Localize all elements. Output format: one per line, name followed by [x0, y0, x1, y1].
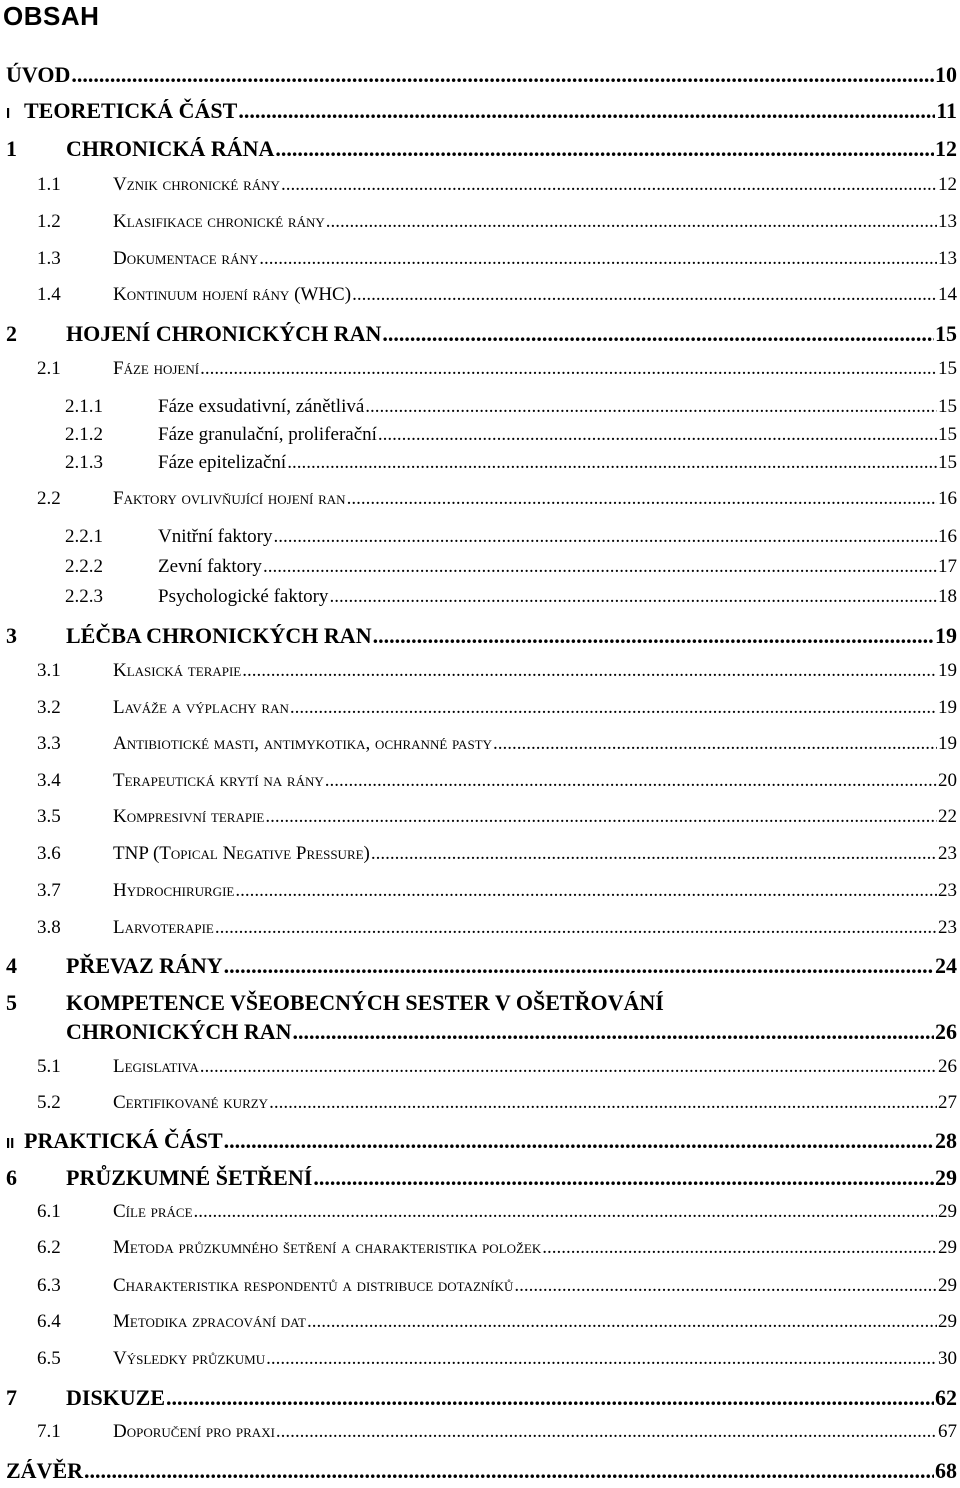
entry-number: 2.1.1	[65, 396, 103, 417]
entry-number: 1.3	[37, 248, 61, 269]
toc-entry[interactable]	[37, 488, 957, 518]
page-number: 10	[935, 62, 957, 87]
toc-entry[interactable]	[37, 1311, 957, 1341]
toc-entry[interactable]	[37, 174, 957, 204]
dot-leader	[281, 174, 937, 192]
entry-title: Zevní faktory	[158, 556, 262, 577]
entry-title: Terapeutická krytí na rány	[113, 770, 324, 791]
entry-number: 2.2.3	[65, 586, 103, 607]
page-number: 62	[935, 1385, 957, 1410]
toc-entry[interactable]	[37, 1348, 957, 1378]
entry-title: ÚVOD	[6, 62, 71, 87]
dot-leader	[290, 697, 937, 715]
entry-title: KOMPETENCE VŠEOBECNÝCH SESTER V OŠETŘOVÁNÍ	[66, 990, 664, 1015]
toc-entry[interactable]	[6, 623, 957, 653]
dot-leader	[382, 321, 934, 342]
entry-title: Fáze exsudativní, zánětlivá	[158, 396, 365, 417]
dot-leader	[347, 488, 937, 506]
page-number: 13	[938, 211, 957, 232]
toc-entry[interactable]	[37, 880, 957, 910]
entry-title: PŘEVAZ RÁNY	[66, 953, 223, 978]
entry-title: Doporučení pro praxi	[113, 1421, 275, 1442]
page-number: 19	[938, 660, 957, 681]
toc-entry[interactable]	[6, 98, 957, 128]
page-number: 12	[938, 174, 957, 195]
page-number: 15	[938, 396, 957, 417]
entry-number: 6.5	[37, 1348, 61, 1369]
entry-title: TNP (Topical Negative Pressure)	[113, 843, 370, 864]
toc-entry[interactable]	[37, 1056, 957, 1086]
page-number: 19	[935, 623, 957, 648]
dot-leader	[200, 1056, 937, 1074]
entry-title: CHRONICKÁ RÁNA	[66, 136, 275, 161]
entry-title: PRAKTICKÁ ČÁST	[24, 1128, 223, 1153]
entry-number: 6.3	[37, 1275, 61, 1296]
toc-entry[interactable]	[37, 248, 957, 278]
page-number: 22	[938, 806, 957, 827]
page-number: 23	[938, 843, 957, 864]
entry-title: Hydrochirurgie	[113, 880, 235, 901]
toc-entry[interactable]	[66, 1019, 957, 1049]
entry-title: Cíle práce	[113, 1201, 193, 1222]
toc-entry[interactable]	[37, 806, 957, 836]
entry-title: Výsledky průzkumu	[113, 1348, 266, 1369]
entry-number: 2	[6, 321, 17, 346]
toc-entry[interactable]	[6, 62, 957, 92]
entry-title: Fáze granulační, proliferační	[158, 424, 377, 445]
toc-entry[interactable]	[65, 556, 957, 586]
toc-entry[interactable]	[6, 1458, 957, 1488]
toc-entry[interactable]	[6, 990, 957, 1020]
page-number: 67	[938, 1421, 957, 1442]
page-number: 27	[938, 1092, 957, 1113]
toc-heading: OBSAH	[3, 1, 100, 31]
entry-title: Kompresivní terapie	[113, 806, 265, 827]
dot-leader	[313, 1165, 934, 1186]
page-number: 29	[935, 1165, 957, 1190]
entry-title: Laváže a výplachy ran	[113, 697, 289, 718]
page-number: 15	[938, 358, 957, 379]
dot-leader	[166, 1385, 934, 1406]
entry-number: 2.1	[37, 358, 61, 379]
page-number: 20	[938, 770, 957, 791]
dot-leader	[276, 1421, 937, 1439]
entry-title: Charakteristika respondentů a distribuce dotazníků	[113, 1275, 514, 1296]
dot-leader	[224, 1128, 934, 1149]
page-number: 15	[935, 321, 957, 346]
dot-leader	[259, 248, 937, 266]
dot-leader	[352, 284, 937, 302]
toc-entry[interactable]	[37, 1237, 957, 1267]
entry-number: 6.1	[37, 1201, 61, 1222]
page-number: 17	[938, 556, 957, 577]
entry-title: ZÁVĚR	[6, 1458, 84, 1483]
page-number: 26	[938, 1056, 957, 1077]
entry-title: Dokumentace rány	[113, 248, 259, 269]
entry-number: 3.1	[37, 660, 61, 681]
page-number: 23	[938, 880, 957, 901]
dot-leader	[326, 211, 937, 229]
dot-leader	[287, 452, 937, 470]
page-number: 19	[938, 697, 957, 718]
entry-number: 3.7	[37, 880, 61, 901]
page-number: 29	[938, 1201, 957, 1222]
page-number: 30	[938, 1348, 957, 1369]
dot-leader	[373, 623, 934, 644]
entry-number: 2.2.2	[65, 556, 103, 577]
entry-number: II	[6, 1135, 15, 1152]
toc-entry[interactable]	[65, 526, 957, 556]
toc-entry[interactable]	[37, 211, 957, 241]
toc-entry[interactable]	[37, 1275, 957, 1305]
entry-title: CHRONICKÝCH RAN	[66, 1019, 292, 1044]
toc-entry[interactable]	[6, 1385, 957, 1415]
dot-leader	[378, 424, 937, 442]
page-number: 16	[938, 526, 957, 547]
entry-title: Faktory ovlivňující hojení ran	[113, 488, 346, 509]
entry-title: Antibiotické masti, antimykotika, ochranné pasty	[113, 733, 493, 754]
entry-title: Certifikované kurzy	[113, 1092, 269, 1113]
entry-title: DISKUZE	[66, 1385, 166, 1410]
entry-number: 7.1	[37, 1421, 61, 1442]
page-number: 13	[938, 248, 957, 269]
toc-entry[interactable]	[65, 396, 957, 426]
entry-number: 3.8	[37, 917, 61, 938]
entry-title: Vnitřní faktory	[158, 526, 273, 547]
entry-title: TEORETICKÁ ČÁST	[24, 98, 238, 123]
toc-entry[interactable]	[37, 1092, 957, 1122]
page-number: 24	[935, 953, 957, 978]
toc-entry[interactable]	[37, 843, 957, 873]
toc-entry[interactable]	[6, 136, 957, 166]
dot-leader	[307, 1311, 937, 1329]
page-number: 15	[938, 452, 957, 473]
entry-number: 3.4	[37, 770, 61, 791]
page-number: 19	[938, 733, 957, 754]
page-number: 15	[938, 424, 957, 445]
entry-number: 2.2	[37, 488, 61, 509]
entry-number: 6.2	[37, 1237, 61, 1258]
dot-leader	[235, 880, 937, 898]
entry-number: 7	[6, 1385, 17, 1410]
dot-leader	[242, 660, 937, 678]
toc-entry[interactable]	[37, 284, 957, 314]
dot-leader	[215, 917, 937, 935]
entry-number: 6.4	[37, 1311, 61, 1332]
entry-title: Psychologické faktory	[158, 586, 329, 607]
entry-number: 1.4	[37, 284, 61, 305]
page-number: 11	[936, 98, 957, 123]
entry-title: Fáze epitelizační	[158, 452, 287, 473]
entry-number: 5.2	[37, 1092, 61, 1113]
page-number: 29	[938, 1275, 957, 1296]
entry-title: Klasická terapie	[113, 660, 242, 681]
toc-entry[interactable]	[37, 1201, 957, 1231]
entry-number: 1	[6, 136, 17, 161]
entry-number: 1.1	[37, 174, 61, 195]
entry-number: 2.2.1	[65, 526, 103, 547]
page-number: 18	[938, 586, 957, 607]
toc-entry[interactable]	[37, 733, 957, 763]
toc-entry[interactable]	[65, 424, 957, 454]
dot-leader	[329, 586, 937, 604]
page-number: 68	[935, 1458, 957, 1483]
entry-number: 1.2	[37, 211, 61, 232]
dot-leader	[263, 556, 937, 574]
dot-leader	[371, 843, 937, 861]
entry-title: PRŮZKUMNÉ ŠETŘENÍ	[66, 1165, 313, 1190]
entry-number: 6	[6, 1165, 17, 1190]
entry-title: Fáze hojení	[113, 358, 200, 379]
page-number: 26	[935, 1019, 957, 1044]
toc-entry[interactable]	[37, 660, 957, 690]
entry-number: 3.3	[37, 733, 61, 754]
toc-entry[interactable]	[6, 1128, 957, 1158]
page-number: 29	[938, 1311, 957, 1332]
entry-number: 3	[6, 623, 17, 648]
dot-leader	[365, 396, 937, 414]
dot-leader	[325, 770, 937, 788]
entry-number: 3.6	[37, 843, 61, 864]
toc-entry[interactable]	[65, 586, 957, 616]
entry-title: LÉČBA CHRONICKÝCH RAN	[66, 623, 372, 648]
dot-leader	[275, 136, 934, 157]
entry-number: I	[6, 105, 11, 122]
page-number: 16	[938, 488, 957, 509]
dot-leader	[194, 1201, 937, 1219]
page-number: 28	[935, 1128, 957, 1153]
entry-number: 2.1.2	[65, 424, 103, 445]
entry-number: 3.2	[37, 697, 61, 718]
toc-entry[interactable]	[6, 1165, 957, 1195]
page-number: 12	[935, 136, 957, 161]
dot-leader	[514, 1275, 937, 1293]
entry-number: 5.1	[37, 1056, 61, 1077]
dot-leader	[493, 733, 937, 751]
toc-entry[interactable]	[6, 321, 957, 351]
toc-entry[interactable]	[65, 452, 957, 482]
entry-title: Metoda průzkumného šetření a charakteristika položek	[113, 1237, 542, 1258]
entry-title: Kontinuum hojení rány (WHC)	[113, 284, 352, 305]
entry-number: 4	[6, 953, 17, 978]
dot-leader	[84, 1458, 934, 1479]
dot-leader	[266, 1348, 937, 1366]
dot-leader	[238, 98, 935, 119]
entry-number: 2.1.3	[65, 452, 103, 473]
entry-title: Klasifikace chronické rány	[113, 211, 325, 232]
entry-title: HOJENÍ CHRONICKÝCH RAN	[66, 321, 382, 346]
page-number: 23	[938, 917, 957, 938]
dot-leader	[200, 358, 937, 376]
dot-leader	[71, 62, 934, 83]
dot-leader	[274, 526, 937, 544]
entry-title: Legislativa	[113, 1056, 199, 1077]
toc-entry[interactable]	[37, 697, 957, 727]
dot-leader	[542, 1237, 937, 1255]
toc-entry[interactable]	[37, 770, 957, 800]
toc-entry[interactable]	[37, 358, 957, 388]
page-number: 14	[938, 284, 957, 305]
page-number: 29	[938, 1237, 957, 1258]
dot-leader	[269, 1092, 937, 1110]
entry-title: Vznik chronické rány	[113, 174, 280, 195]
toc-entry[interactable]	[37, 1421, 957, 1451]
entry-title: Larvoterapie	[113, 917, 214, 938]
dot-leader	[293, 1019, 935, 1040]
entry-number: 5	[6, 990, 17, 1015]
dot-leader	[265, 806, 937, 824]
toc-entry[interactable]	[6, 953, 957, 983]
dot-leader	[224, 953, 934, 974]
entry-number: 3.5	[37, 806, 61, 827]
toc-entry[interactable]	[37, 917, 957, 947]
entry-title: Metodika zpracování dat	[113, 1311, 306, 1332]
